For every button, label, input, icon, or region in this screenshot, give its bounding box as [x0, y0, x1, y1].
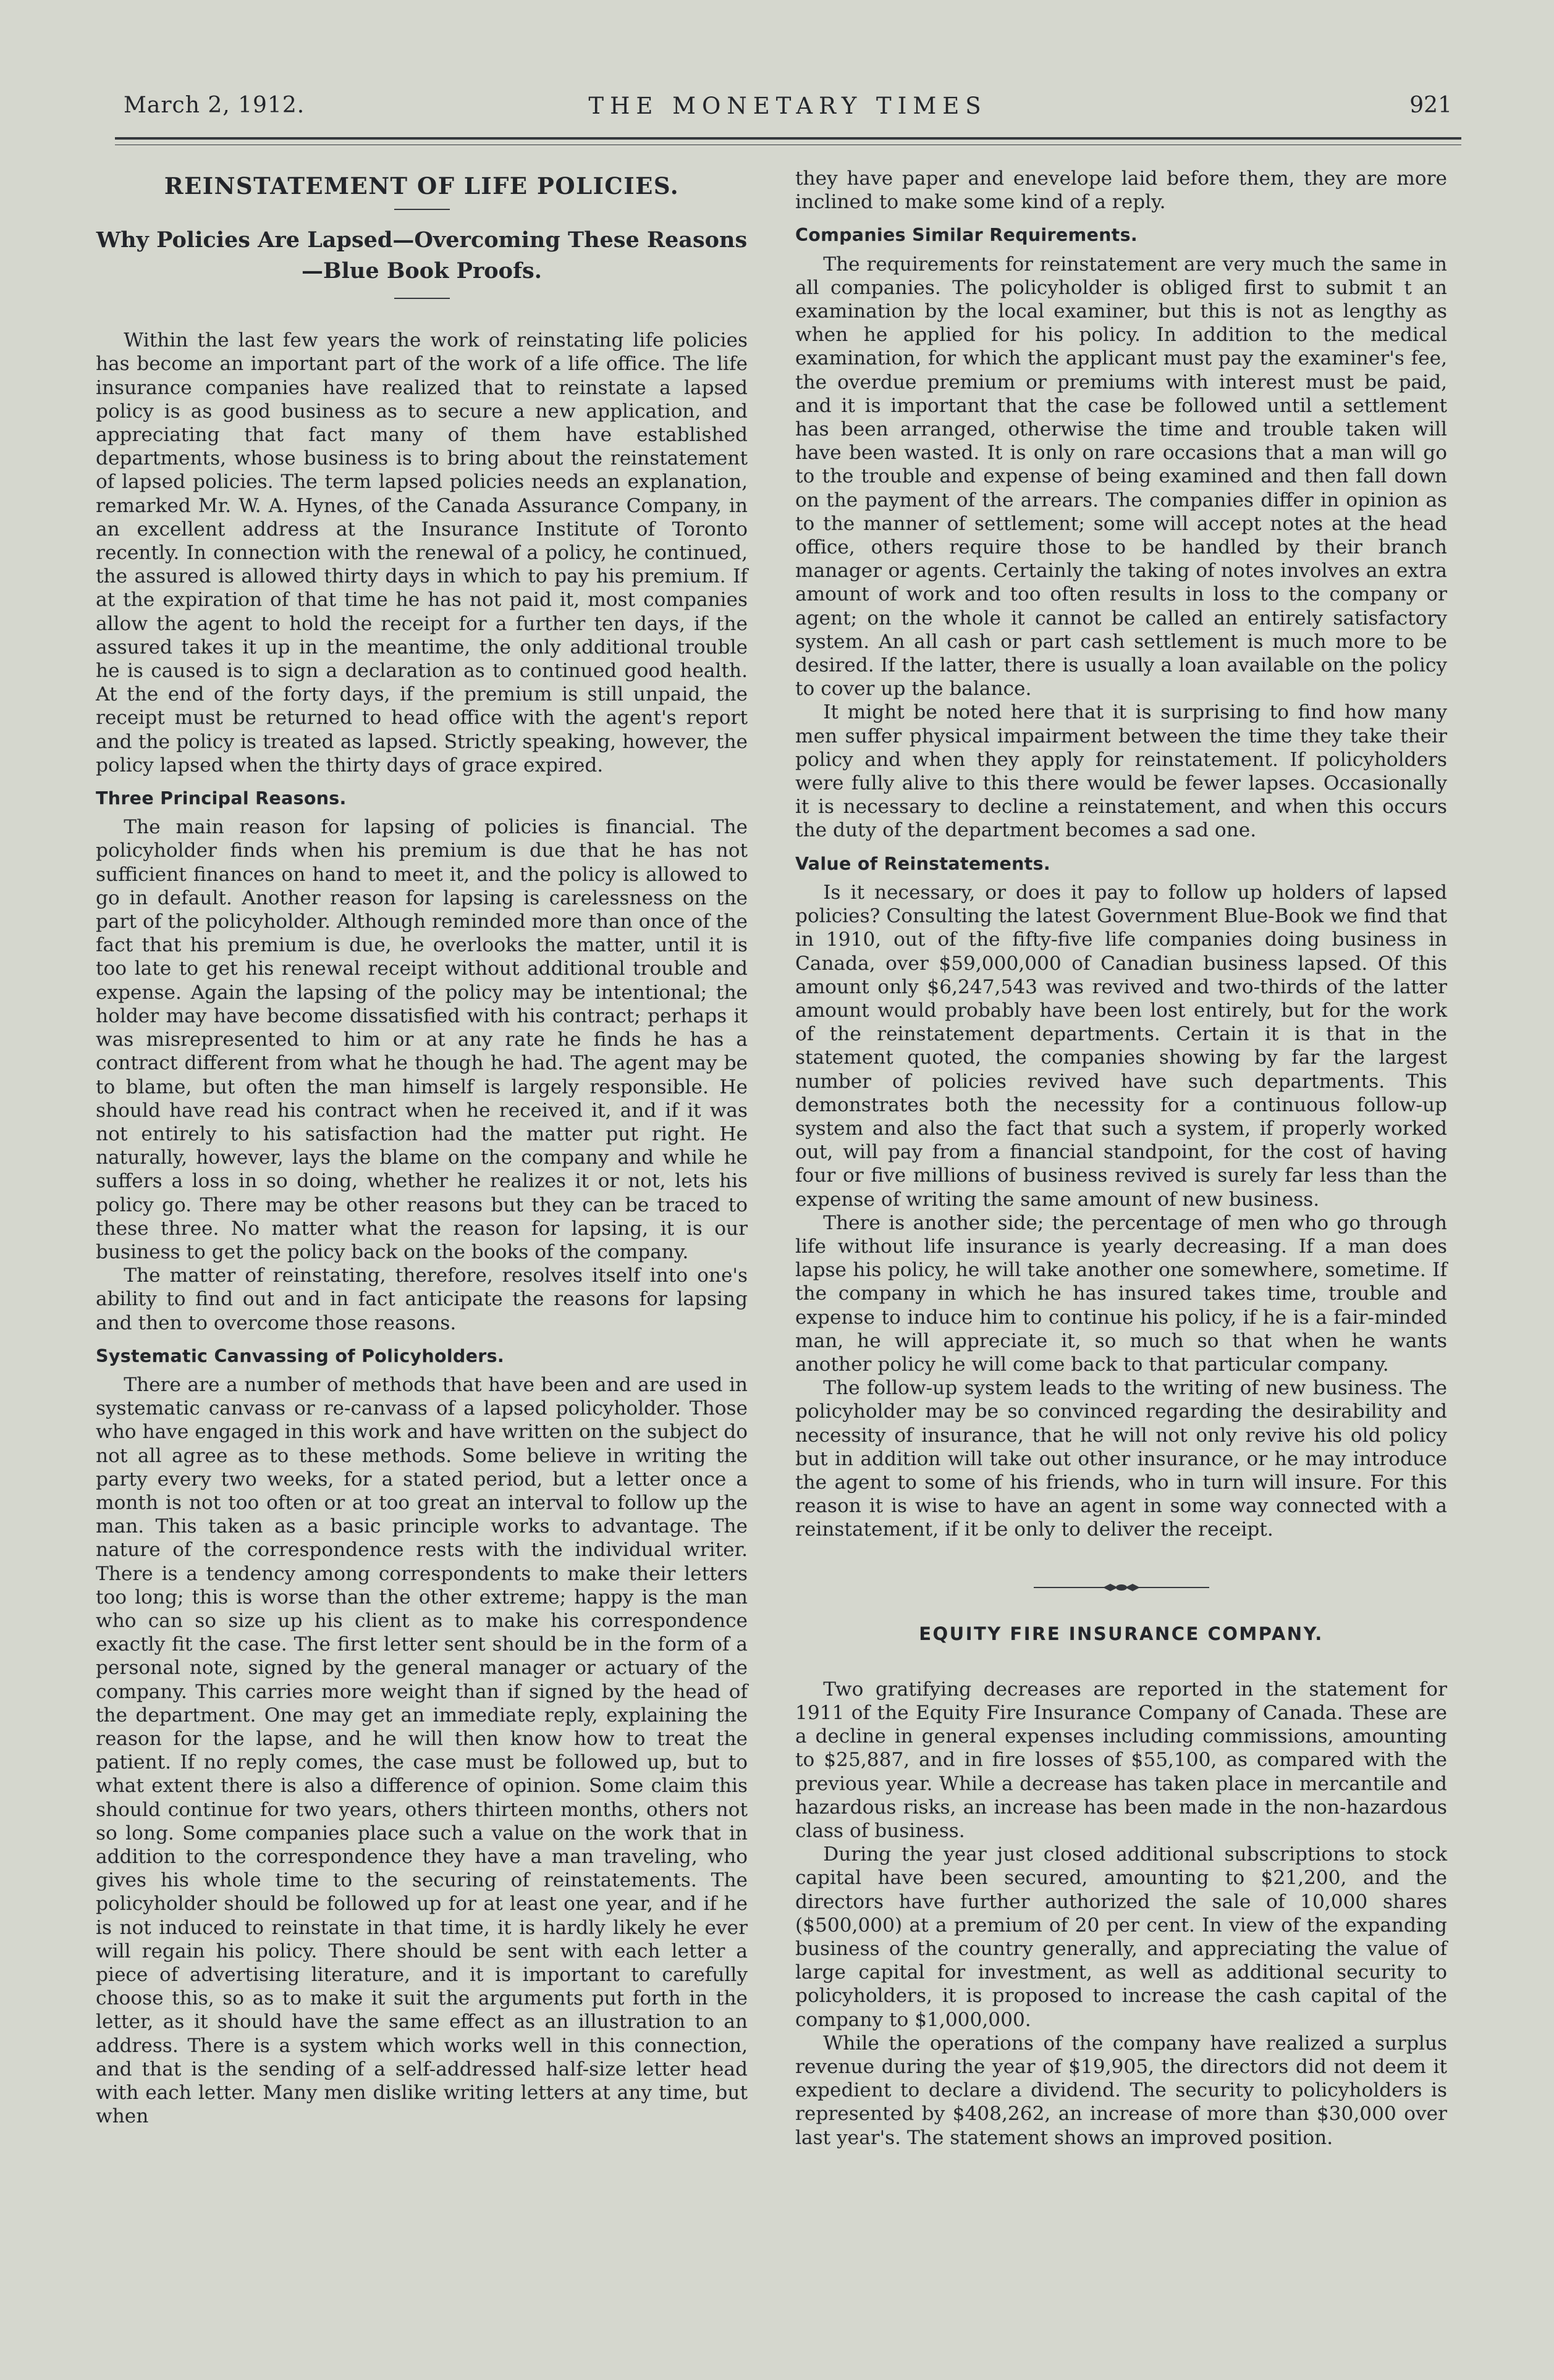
section-heading-requirements: Companies Similar Requirements.	[795, 225, 1138, 246]
body-paragraph: There is another side; the percentage of men who go through life without life insurance is yearly decreasing. If a man does lapse his policy, he will take another one somewhere, sometime. If the company in which he has insured takes time, trouble and expense to induce him to continue his policy, if he is a fair-minded man, he will appreciate it, so much so that when he wants another policy he will come back to that particular company.	[795, 1211, 1447, 1376]
body-paragraph: It might be noted here that it is surprising to find how many men suffer physical impairment between the time they take their policy and when they apply for reinstatement. If policyholders were fully alive to this there would be fewer lapses. Occasionally it is necessary to decline a reinstatement, and when this occurs the duty of the department becomes a sad one.	[795, 701, 1447, 842]
page-number: 921	[1409, 93, 1452, 118]
section-heading-canvassing: Systematic Canvassing of Policyholders.	[96, 1345, 505, 1366]
body-paragraph: The main reason for lapsing of policies is financial. The policyholder finds when his premium is due that he has not sufficient finances on hand to meet it, and the policy is allowed to go in default. Another reason for lapsing is carelessness on the part of the policyholder. Although reminded more than once of the fact that his premium is due, he overlooks the matter, until it is too late to get his renewal receipt without additional trouble and expense. Again the lapsing of the policy may be intentional; the holder may have become dissatisfied with his contract; perhaps it was misrepresented to him or at any rate he finds he has a contract different from what he though he had. The agent may be to blame, but often the man himself is largely responsible. He should have read his contract when he received it, and if it was not entirely to his satisfaction had the matter put right. He naturally, however, lays the blame on the company and while he suffers a loss in so doing, whether he realizes it or not, lets his policy go. There may be other reasons but they can be traced to these three. No matter what the reason for lapsing, it is our business to get the policy back on the books of the company.	[96, 816, 748, 1263]
journal-title: THE MONETARY TIMES	[588, 93, 987, 119]
body-paragraph: The requirements for reinstatement are very much the same in all companies. The policyholder is obliged first to submit t an examination by the local examiner, but this is not as lengthy as when he applied for his policy. In addition to the medical examination, for which the applicant must pay the examiner's fee, the overdue premium or premiums with interest must be paid, and it is important that the case be followed until a settlement has been arranged, otherwise the time and trouble taken will have been wasted. It is only on rare occasions that a man will go to the trouble and expense of being examined and then fall down on the payment of the arrears. The companies differ in opinion as to the manner of settlement; some will accept notes at the head office, others require those to be handled by their branch manager or agents. Certainly the taking of notes involves an extra amount of work and too often results in loss to the company or agent; on the whole it cannot be called an entirely satisfactory system. An all cash or part cash settlement is much more to be desired. If the latter, there is usually a loan available on the policy to cover up the balance.	[795, 253, 1447, 700]
issue-date: March 2, 1912.	[124, 93, 305, 118]
ornament-line-right	[1152, 1587, 1209, 1588]
article-title: REINSTATEMENT OF LIFE POLICIES.	[164, 172, 680, 200]
ornament-diamond-icon	[1091, 1583, 1152, 1592]
section-heading-value: Value of Reinstatements.	[795, 853, 1050, 874]
body-paragraph: The matter of reinstating, therefore, resolves itself into one's ability to find out and in fact anticipate the reasons for lapsing and then to overcome those reasons.	[96, 1264, 748, 1334]
article-title-equity: EQUITY FIRE INSURANCE COMPANY.	[919, 1623, 1324, 1644]
section-divider-ornament	[795, 1580, 1447, 1595]
section-heading-three-reasons: Three Principal Reasons.	[96, 788, 347, 809]
body-paragraph: Two gratifying decreases are reported in the statement for 1911 of the Equity Fire Insurance Company of Canada. These are a decline in general expenses including commissions, amounting to $25,887, and in fire losses of $55,100, as compared with the previous year. While a decrease has taken place in mercantile and hazardous risks, an increase has been made in the non-hazardous class of business.	[795, 1678, 1447, 1842]
article-subtitle: Why Policies Are Lapsed—Overcoming These Reasons —Blue Book Proofs.	[96, 227, 748, 284]
right-column	[795, 167, 1447, 2150]
body-paragraph: There are a number of methods that have been and are used in systematic canvass or re-canvass of a lapsed policyholder. Those who have engaged in this work and have written on the subject do not all agree as to these methods. Some believe in writing the party every two weeks, for a stated period, but a letter once a month is not too often or at too great an interval to follow up the man. This taken as a basic principle works to advantage. The nature of the correspondence rests with the individual writer. There is a tendency among correspondents to make their letters too long; this is worse than the other extreme; happy is the man who can so size up his client as to make his correspondence exactly fit the case. The first letter sent should be in the form of a personal note, signed by the general manager or actuary of the company. This carries more weight than if signed by the head of the department. One may get an immediate reply, explaining the reason for the lapse, and he will then know how to treat the patient. If no reply comes, the case must be followed up, but to what extent there is also a difference of opinion. Some claim this should continue for two years, others thirteen months, others not so long. Some companies place such a value on the work that in addition to the correspondence they have a man traveling, who gives his whole time to the securing of reinstatements. The policyholder should be followed up for at least one year, and if he is not induced to reinstate in that time, it is hardly likely he ever will regain his policy. There should be sent with each letter a piece of advertising literature, and it is important to carefully choose this, so as to make it suit the arguments put forth in the letter, as it should have the same effect as an illustration to an address. There is a system which works well in this connection, and that is the sending of a self-addressed half-size letter head with each letter. Many men dislike writing letters at any time, but when	[96, 1373, 748, 2128]
body-paragraph: The follow-up system leads to the writing of new business. The policyholder may be so convinced regarding the desirability and necessity of insurance, that he will not only revive his old policy but in addition will take out other insurance, or he may introduce the agent to some of his friends, who in turn will insure. For this reason it is wise to have an agent in some way connected with a reinstatement, if it be only to deliver the receipt.	[795, 1377, 1447, 1541]
body-paragraph: While the operations of the company have realized a surplus revenue during the year of $19,905, the directors did not deem it expedient to declare a dividend. The security to policyholders is represented by $408,262, an increase of more than $30,000 over last year's. The statement shows an improved position.	[795, 2032, 1447, 2149]
body-paragraph: Is it necessary, or does it pay to follow up holders of lapsed policies? Consulting the latest Government Blue-Book we find that in 1910, out of the fifty-five life companies doing business in Canada, over $59,000,000 of Canadian business lapsed. Of this amount only $6,247,543 was revived and two-thirds of the latter amount would probably have been lost entirely, but for the work of the reinstatement departments. Certain it is that in the statement quoted, the companies showing by far the largest number of policies revived have such departments. This demonstrates both the necessity for a continuous follow-up system and also the fact that such a system, if properly worked out, will pay from a financial standpoint, for the cost of having four or five millions of business revived is surely far less than the expense of writing the same amount of new business.	[795, 881, 1447, 1211]
intro-paragraph: Within the last few years the work of reinstating life policies has become an important part of the work of a life office. The life insurance companies have realized that to reinstate a lapsed policy is as good business as to secure a new application, and appreciating that fact many of them have established departments, whose business is to bring about the reinstatement of lapsed policies. The term lapsed policies needs an explanation, remarked Mr. W. A. Hynes, of the Canada Assurance Company, in an excellent address at the Insurance Institute of Toronto recently. In connection with the renewal of a policy, he continued, the assured is allowed thirty days in which to pay his premium. If at the expiration of that time he has not paid it, most companies allow the agent to hold the receipt for a further ten days, if the assured takes it up in the meantime, the only additional trouble he is caused is to sign a declaration as to continued good health. At the end of the forty days, if the premium is still unpaid, the receipt must be returned to head office with the agent's report and the policy is treated as lapsed. Strictly speaking, however, the policy lapsed when the thirty days of grace expired.	[96, 329, 748, 776]
left-column	[96, 167, 748, 2128]
running-header	[124, 93, 1452, 130]
title-rule	[394, 209, 450, 210]
continued-paragraph: they have paper and enevelope laid before them, they are more inclined to make some kind of a reply.	[795, 167, 1447, 214]
body-paragraph: During the year just closed additional subscriptions to stock capital have been secured, amounting to $21,200, and the directors have further authorized the sale of 10,000 shares ($500,000) at a premium of 20 per cent. In view of the expanding business of the country generally, and appreciating the value of large capital for investment, as well as additional security to policyholders, it is proposed to increase the cash capital of the company to $1,000,000.	[795, 1843, 1447, 2031]
header-rule-thick	[115, 137, 1461, 140]
ornament-line-left	[1034, 1587, 1091, 1588]
